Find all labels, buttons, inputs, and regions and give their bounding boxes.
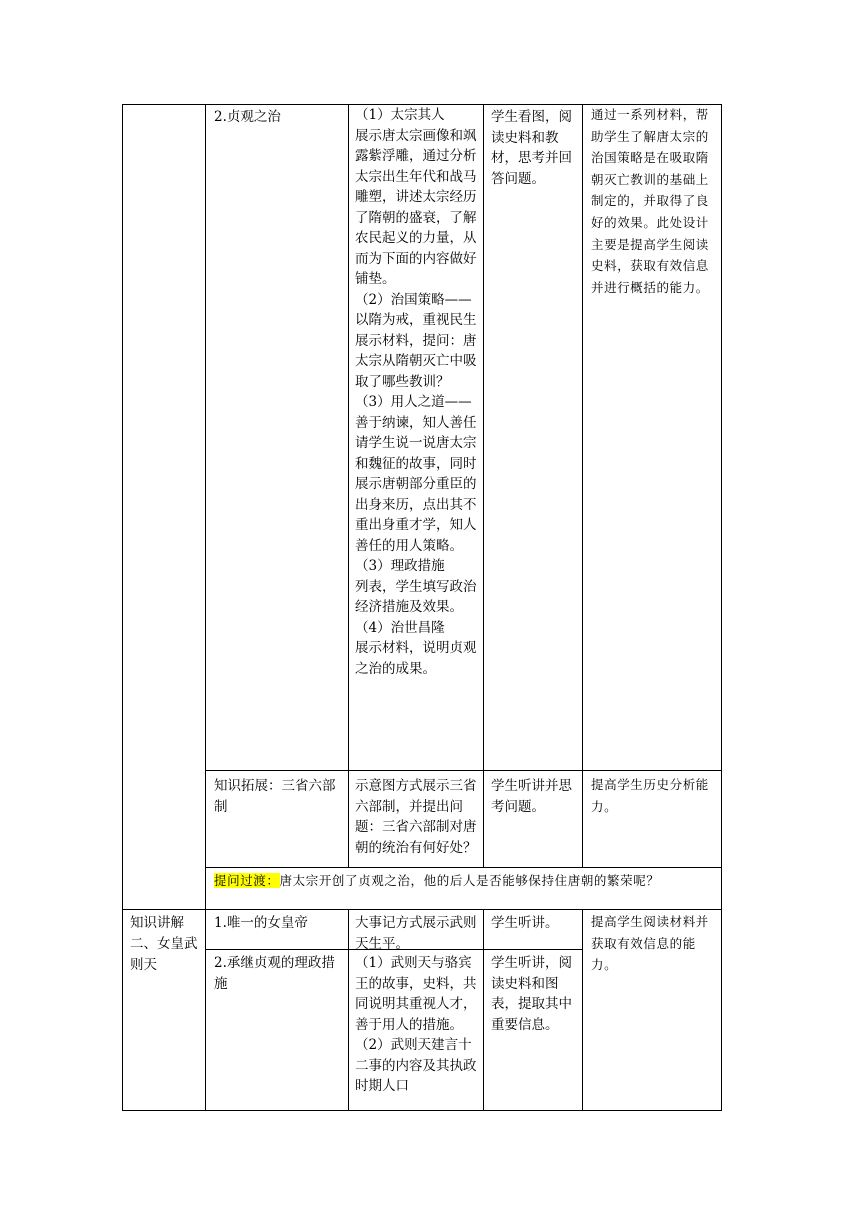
table-col-divider-3b <box>483 909 484 1111</box>
table-col-divider-4b <box>582 909 583 1111</box>
row4-student-activity-cell: 学生听讲。 <box>491 915 559 931</box>
table-col-divider-2b <box>348 909 349 1111</box>
table-border-bottom <box>122 1110 722 1111</box>
transition-text: 唐太宗开创了贞观之治，他的后人是否能够保持住唐朝的繁荣呢？ <box>279 873 660 888</box>
table-col-divider-2 <box>348 104 349 868</box>
row5-topic-cell: 2.承继贞观的理政措施 <box>214 955 335 992</box>
table-border-left <box>122 104 123 1111</box>
row1-teacher-activity-cell: （1）太宗其人 展示唐太宗画像和飒露紫浮雕，通过分析太宗出生年代和战马雕塑，讲述太宗经历了隋朝的盛衰，了解农民起义的力量，从而为下面的内容做好铺垫。 （2）治国策略——以隋为戒，重视民生 展示材料，提问：唐太宗从隋朝灭亡中吸取了哪些教训？ （3）用人之道——善于纳谏，知人善任 请学生说一说唐太宗和魏征的故事，同时展示唐朝部分重臣的出身来历，点出其不重出身重才学，知人善任的用人策略。 （3）理政措施 列表，学生填写政治经济措施及效果。 （4）治世昌隆 展示材料，说明贞观之治的成果。 <box>355 107 477 677</box>
table-col-divider-1 <box>205 104 206 1111</box>
row4-topic-cell: 1.唯一的女皇帝 <box>214 915 308 931</box>
row4-teacher-activity-cell: 大事记方式展示武则天生平。 <box>355 915 477 952</box>
transition-question-cell <box>214 871 716 890</box>
row1-student-activity-cell: 学生看图，阅读史料和教材，思考并回答问题。 <box>491 109 572 187</box>
row1-topic-cell: 2.贞观之治 <box>214 109 281 125</box>
table-row-divider-3 <box>122 909 722 910</box>
section-title-cell: 知识讲解二、女皇武则天 <box>130 915 198 973</box>
table-row-divider-2 <box>205 867 722 868</box>
row2-topic-cell: 知识拓展：三省六部制 <box>214 778 336 815</box>
row5-teacher-activity-cell: （1）武则天与骆宾王的故事，史料，共同说明其重视人才，善于用人的措施。 （2）武则天建言十二事的内容及其执政时期人口 <box>355 955 477 1094</box>
row4-design-intent-cell: 提高学生阅读材料并获取有效信息的能力。 <box>591 914 709 973</box>
row2-design-intent-cell: 提高学生历史分析能力。 <box>591 777 709 814</box>
table-col-divider-3 <box>483 104 484 868</box>
transition-label: 提问过渡： <box>214 873 280 888</box>
table-col-divider-4 <box>582 104 583 868</box>
row2-student-activity-cell: 学生听讲并思考问题。 <box>491 778 572 815</box>
row2-teacher-activity-cell: 示意图方式展示三省六部制，并提出问题：三省六部制对唐朝的统治有何好处？ <box>355 778 477 856</box>
table-row-divider-1 <box>205 770 722 771</box>
row1-design-intent-cell: 通过一系列材料，帮助学生了解唐太宗的治国策略是在吸取隋朝灭亡教训的基础上制定的，并取得了良好的效果。此处设计主要是提高学生阅读史料，获取有效信息并进行概括的能力。 <box>591 107 709 295</box>
table-border-right <box>721 104 722 1111</box>
row5-student-activity-cell: 学生听讲，阅读史料和图表，提取其中重要信息。 <box>491 955 572 1033</box>
